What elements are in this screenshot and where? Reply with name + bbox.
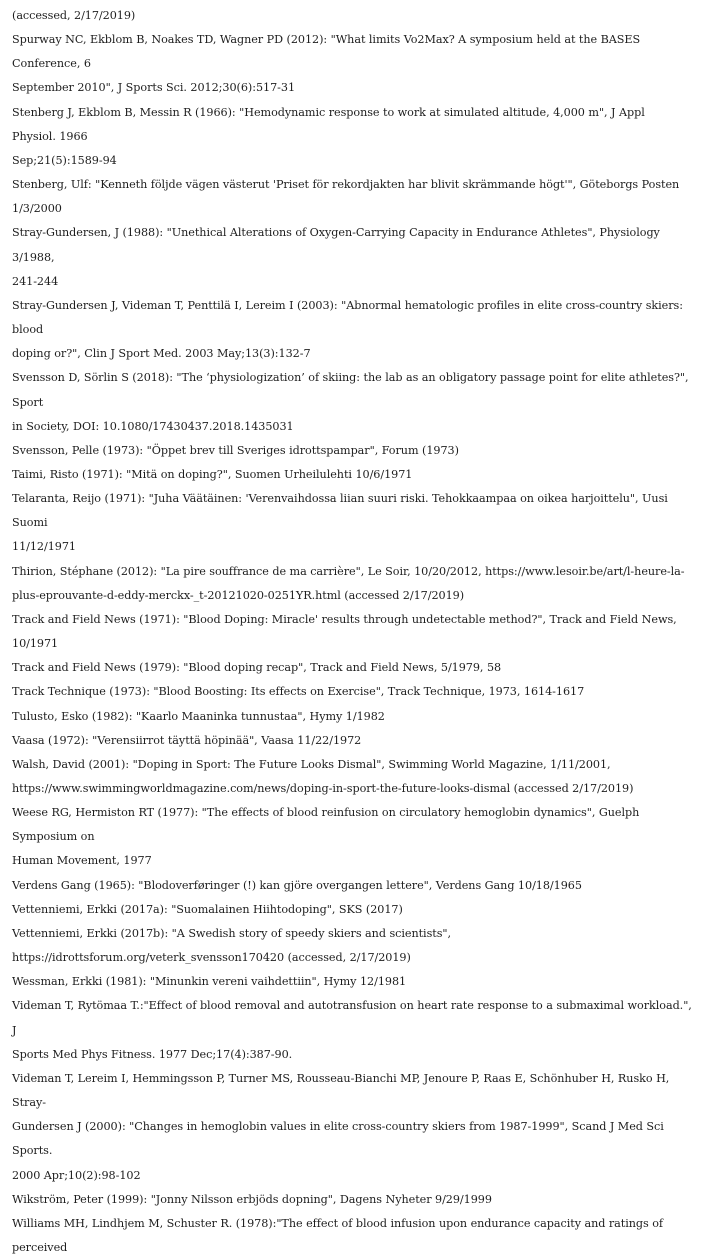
reference-entry	[12, 173, 692, 221]
reference-entry	[12, 656, 692, 680]
reference-entry	[12, 560, 692, 608]
reference-entry	[12, 874, 692, 898]
reference-line: Tulusto, Esko (1982): "Kaarlo Maaninka tunnustaa", Hymy 1/1982	[12, 709, 385, 723]
reference-entry	[12, 680, 692, 704]
reference-line: Videman T, Rytömaa T.:"Effect of blood removal and autotransfusion on heart rate response to a submaximal workload.", J	[12, 999, 692, 1037]
reference-line: plus-eprouvante-d-eddy-merckx-_t-20121020-0251YR.html (accessed 2/17/2019)	[12, 588, 465, 602]
reference-entry	[12, 705, 692, 729]
reference-line: Thirion, Stéphane (2012): "La pire souffrance de ma carrière", Le Soir, 10/20/2012, https://www.lesoir.be/art/l-heure-la-	[12, 564, 685, 578]
reference-entry	[12, 753, 692, 801]
reference-line: Track and Field News (1979): "Blood doping recap", Track and Field News, 5/1979, 58	[12, 661, 502, 675]
reference-entry	[12, 729, 692, 753]
reference-line: 241-244	[12, 274, 59, 288]
reference-line: 11/12/1971	[12, 540, 76, 554]
reference-entry	[12, 366, 692, 438]
reference-line: Spurway NC, Ekblom B, Noakes TD, Wagner PD (2012): "What limits Vo2Max? A symposium held at the BASES Conference, 6	[12, 33, 641, 71]
reference-entry	[12, 28, 692, 100]
reference-line: September 2010", J Sports Sci. 2012;30(6):517-31	[12, 81, 296, 95]
reference-line: Verdens Gang (1965): "Blodoverføringer (!) kan gjöre overgangen lettere", Verdens Gang 10/18/1965	[12, 878, 582, 892]
reference-line: Stray-Gundersen J, Videman T, Penttilä I, Lereim I (2003): "Abnormal hematologic profiles in elite cross-country skiers: blood	[12, 298, 683, 337]
reference-line: in Society, DOI: 10.1080/17430437.2018.1435031	[12, 419, 294, 433]
reference-entry	[12, 4, 692, 28]
reference-line: Stenberg J, Ekblom B, Messin R (1966): "Hemodynamic response to work at simulated altitude, 4,000 m", J Appl Physiol. 1966	[12, 105, 645, 143]
reference-line: Vaasa (1972): "Verensiirrot täyttä höpinää", Vaasa 11/22/1972	[12, 733, 362, 747]
reference-line: 2000 Apr;10(2):98-102	[12, 1168, 141, 1182]
reference-line: Svensson D, Sörlin S (2018): "The ‘physiologization’ of skiing: the lab as an obligatory passage point for elite athletes?", Sport	[12, 371, 689, 409]
reference-entry	[12, 221, 692, 293]
reference-entry	[12, 463, 692, 487]
reference-line: Stray-Gundersen, J (1988): "Unethical Alterations of Oxygen-Carrying Capacity in Endurance Athletes", Physiology 3/1988,	[12, 226, 660, 264]
reference-line: Vettenniemi, Erkki (2017a): "Suomalainen Hiihtodoping", SKS (2017)	[12, 902, 403, 916]
reference-line: Williams MH, Lindhjem M, Schuster R. (1978):"The effect of blood infusion upon endurance capacity and ratings of perceived	[12, 1216, 663, 1254]
reference-entry	[12, 487, 692, 559]
reference-list	[12, 4, 692, 1260]
reference-line: Track and Field News (1971): "Blood Doping: Miracle' results through undetectable method?", Track and Field News, 10/1971	[12, 612, 677, 651]
reference-entry	[12, 994, 692, 1066]
reference-entry	[12, 922, 692, 970]
reference-line: https://idrottsforum.org/veterk_svensson170420 (accessed, 2/17/2019)	[12, 951, 411, 965]
reference-line: Weese RG, Hermiston RT (1977): "The effects of blood reinfusion on circulatory hemoglobin dynamics", Guelph Symposium on	[12, 806, 640, 844]
reference-entry	[12, 970, 692, 994]
reference-line: Sep;21(5):1589-94	[12, 153, 117, 167]
reference-line: Track Technique (1973): "Blood Boosting: Its effects on Exercise", Track Technique, 1973, 1614-1617	[12, 685, 585, 699]
reference-entry	[12, 294, 692, 366]
reference-line: Wessman, Erkki (1981): "Minunkin vereni vaihdettiin", Hymy 12/1981	[12, 975, 407, 989]
reference-line: doping or?", Clin J Sport Med. 2003 May;13(3):132-7	[12, 347, 311, 361]
reference-entry	[12, 608, 692, 656]
reference-entry	[12, 801, 692, 873]
reference-entry	[12, 898, 692, 922]
reference-entry	[12, 101, 692, 173]
reference-line: (accessed, 2/17/2019)	[12, 9, 136, 22]
reference-line: Human Movement, 1977	[12, 854, 152, 868]
reference-line: Sports Med Phys Fitness. 1977 Dec;17(4):387-90.	[12, 1047, 293, 1061]
reference-entry	[12, 1067, 692, 1188]
reference-line: Vettenniemi, Erkki (2017b): "A Swedish story of speedy skiers and scientists",	[12, 926, 452, 940]
reference-line: Gundersen J (2000): "Changes in hemoglobin values in elite cross-country skiers from 1987-1999", Scand J Med Sci Sports.	[12, 1120, 664, 1158]
reference-entry	[12, 439, 692, 463]
reference-line: 1/3/2000	[12, 202, 62, 216]
reference-line: Wikström, Peter (1999): "Jonny Nilsson erbjöds dopning", Dagens Nyheter 9/29/1999	[12, 1192, 492, 1206]
reference-line: Stenberg, Ulf: "Kenneth följde vägen västerut 'Priset för rekordjakten har blivit skrämmande högt'", Göteborgs Posten	[12, 178, 680, 192]
reference-entry	[12, 1188, 692, 1212]
reference-line: Svensson, Pelle (1973): "Öppet brev till Sveriges idrottspampar", Forum (1973)	[12, 443, 459, 457]
reference-entry	[12, 1212, 692, 1260]
reference-line: Telaranta, Reijo (1971): "Juha Väätäinen: 'Verenvaihdossa liian suuri riski. Tehokkaampaa on oikea harjoittelu", Uusi Suomi	[12, 492, 668, 530]
reference-line: Taimi, Risto (1971): "Mitä on doping?", Suomen Urheilulehti 10/6/1971	[12, 467, 413, 481]
reference-line: https://www.swimmingworldmagazine.com/news/doping-in-sport-the-future-looks-dismal (accessed 2/17/2019)	[12, 782, 634, 795]
reference-line: Videman T, Lereim I, Hemmingsson P, Turner MS, Rousseau-Bianchi MP, Jenoure P, Raas E, Schönhuber H, Rusko H, Stray-	[12, 1071, 670, 1110]
reference-line: Walsh, David (2001): "Doping in Sport: The Future Looks Dismal", Swimming World Magazine, 1/11/2001,	[12, 757, 611, 771]
